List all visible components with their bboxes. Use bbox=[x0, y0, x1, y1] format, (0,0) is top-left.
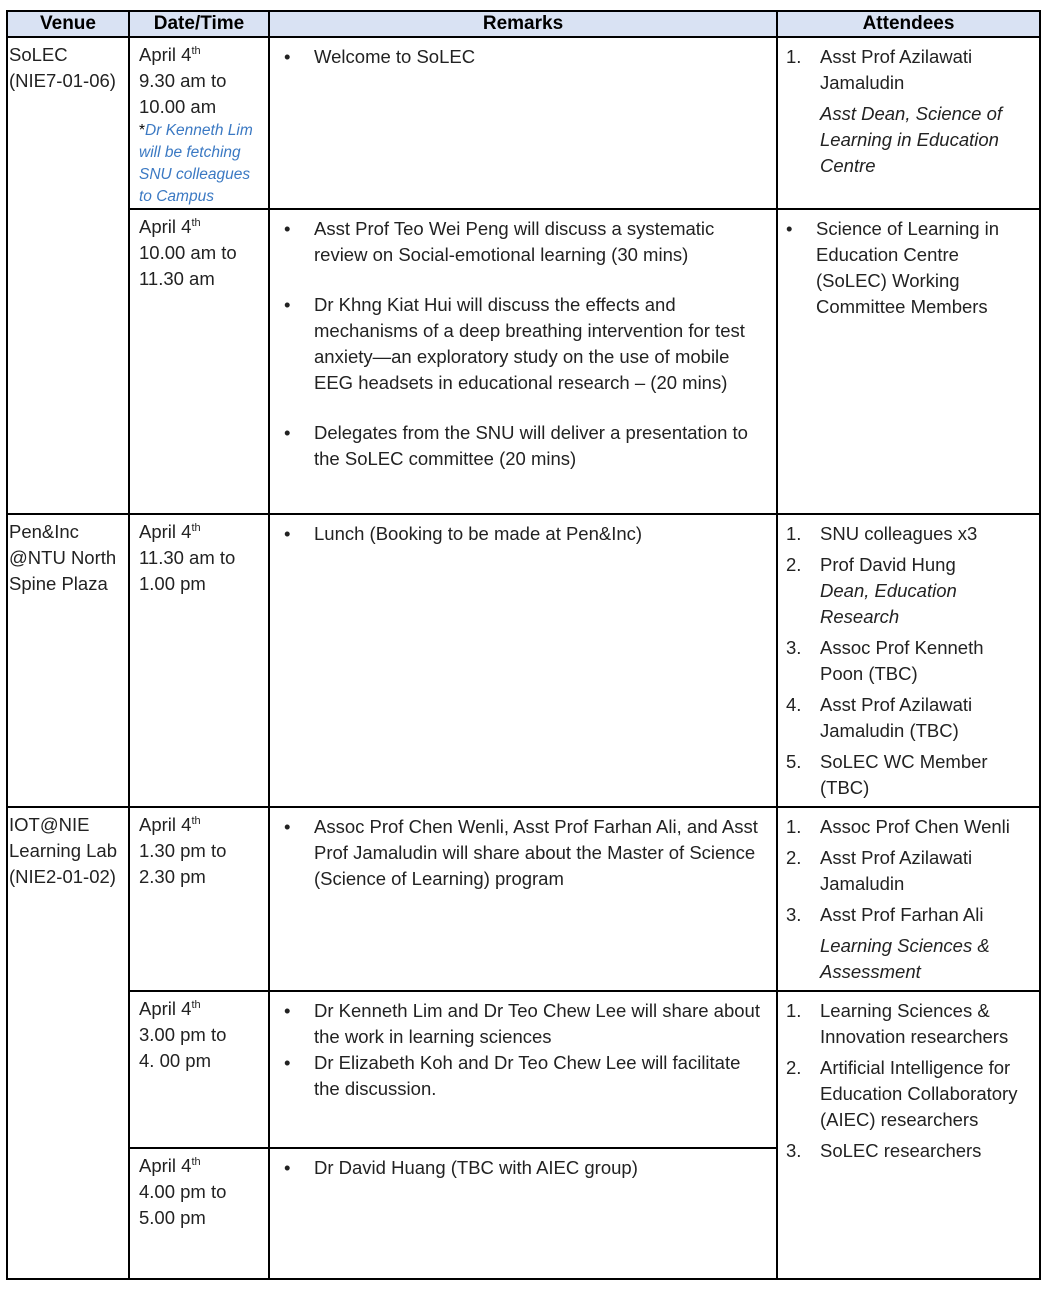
remark-item: • Dr Khng Kiat Hui will discuss the effects and mechanisms of a deep breathing intervention for test anxiety—an exploratory study on the use of mobile EEG headsets in educational research – (20 mins) bbox=[284, 292, 766, 396]
time-line: 1.30 pm to bbox=[139, 840, 227, 861]
attendee-item: 1. SNU colleagues x3 bbox=[786, 523, 978, 544]
header-row bbox=[7, 11, 1040, 37]
venue-line: (NIE7-01-06) bbox=[9, 70, 116, 91]
venue-cell bbox=[7, 807, 129, 1279]
remarks-cell bbox=[269, 37, 777, 209]
attendee-role: Dean, Education Research bbox=[820, 580, 957, 627]
venue-line: (NIE2-01-02) bbox=[9, 866, 116, 887]
header-attendees: Attendees bbox=[777, 11, 1040, 37]
datetime-cell bbox=[129, 37, 269, 209]
remarks-cell bbox=[269, 991, 777, 1148]
schedule-row bbox=[7, 209, 1040, 514]
attendee-item: 3. Assoc Prof Kenneth Poon (TBC) bbox=[786, 637, 984, 684]
time-line: 9.30 am to bbox=[139, 70, 227, 91]
remarks-cell bbox=[269, 1148, 777, 1279]
attendee-item: • Science of Learning in Education Centre (SoLEC) Working Committee Members bbox=[786, 216, 1031, 320]
attendees-cell bbox=[777, 209, 1040, 514]
remarks-cell bbox=[269, 209, 777, 514]
schedule-row bbox=[7, 514, 1040, 807]
time-line: 1.00 pm bbox=[139, 573, 206, 594]
venue-line: Pen&Inc bbox=[9, 521, 79, 542]
datetime-cell bbox=[129, 514, 269, 807]
remarks-cell bbox=[269, 514, 777, 807]
time-line: 4. 00 pm bbox=[139, 1050, 211, 1071]
attendees-cell bbox=[777, 807, 1040, 991]
attendee-item: 4. Asst Prof Azilawati Jamaludin (TBC) bbox=[786, 694, 973, 741]
attendee-item: 1. Asst Prof Azilawati Jamaludin Asst Dean, Science of Learning in Education Centre bbox=[786, 44, 1031, 179]
date-text: April 4th bbox=[139, 44, 201, 65]
venue-line: Learning Lab bbox=[9, 840, 118, 861]
attendee-item: 5. SoLEC WC Member (TBC) bbox=[786, 751, 988, 798]
time-line: 10.00 am to bbox=[139, 242, 237, 263]
remark-item: • Dr David Huang (TBC with AIEC group) bbox=[284, 1155, 766, 1181]
time-line: 4.00 pm to bbox=[139, 1181, 227, 1202]
venue-line: SoLEC bbox=[9, 44, 68, 65]
header-venue: Venue bbox=[7, 11, 129, 37]
datetime-cell bbox=[129, 807, 269, 991]
attendees-cell bbox=[777, 37, 1040, 209]
pickup-note: *Dr Kenneth Lim will be fetching SNU colleagues to Campus bbox=[139, 122, 253, 205]
attendee-item: 3. Asst Prof Farhan Ali Learning Sciences & Assessment bbox=[786, 902, 1031, 985]
date-text: April 4th bbox=[139, 521, 201, 542]
time-line: 3.00 pm to bbox=[139, 1024, 227, 1045]
remark-item: • Lunch (Booking to be made at Pen&Inc) bbox=[284, 521, 766, 547]
remark-item: • Dr Elizabeth Koh and Dr Teo Chew Lee will facilitate the discussion. bbox=[284, 1050, 766, 1102]
remarks-cell bbox=[269, 807, 777, 991]
attendee-item: 2. Artificial Intelligence for Education Collaboratory (AIEC) researchers bbox=[786, 1057, 1018, 1130]
date-text: April 4th bbox=[139, 216, 201, 237]
venue-line: Spine Plaza bbox=[9, 573, 108, 594]
date-text: April 4th bbox=[139, 998, 201, 1019]
schedule-row bbox=[7, 807, 1040, 991]
remark-item: • Dr Kenneth Lim and Dr Teo Chew Lee will share about the work in learning sciences bbox=[284, 998, 766, 1050]
time-line: 2.30 pm bbox=[139, 866, 206, 887]
venue-cell bbox=[7, 37, 129, 514]
time-line: 11.30 am to bbox=[139, 547, 236, 568]
remark-item: • Assoc Prof Chen Wenli, Asst Prof Farhan Ali, and Asst Prof Jamaludin will share about the Master of Science (Science of Learning) program bbox=[284, 814, 766, 892]
header-remarks: Remarks bbox=[269, 11, 777, 37]
schedule-table bbox=[6, 10, 1041, 1280]
attendee-item: 1. Learning Sciences & Innovation researchers bbox=[786, 1000, 1009, 1047]
datetime-cell bbox=[129, 209, 269, 514]
time-line: 5.00 pm bbox=[139, 1207, 206, 1228]
datetime-cell bbox=[129, 1148, 269, 1279]
attendee-role: Asst Dean, Science of Learning in Education Centre bbox=[820, 103, 1003, 176]
attendees-cell bbox=[777, 991, 1040, 1279]
attendee-item: 2. Asst Prof Azilawati Jamaludin bbox=[786, 847, 973, 894]
remark-item: • Welcome to SoLEC bbox=[284, 44, 766, 70]
attendee-item: 3. SoLEC researchers bbox=[786, 1140, 982, 1161]
venue-line: @NTU North bbox=[9, 547, 117, 568]
time-line: 11.30 am bbox=[139, 268, 215, 289]
venue-cell bbox=[7, 514, 129, 807]
venue-line: IOT@NIE bbox=[9, 814, 90, 835]
remark-item: • Asst Prof Teo Wei Peng will discuss a systematic review on Social-emotional learning (30 mins) bbox=[284, 216, 766, 268]
schedule-row bbox=[7, 991, 1040, 1148]
time-line: 10.00 am bbox=[139, 96, 217, 117]
datetime-cell bbox=[129, 991, 269, 1148]
attendee-item: 1. Assoc Prof Chen Wenli bbox=[786, 816, 1010, 837]
attendee-role: Learning Sciences & Assessment bbox=[820, 935, 990, 982]
date-text: April 4th bbox=[139, 814, 201, 835]
attendee-item: 2. Prof David Hung Dean, Education Research bbox=[786, 552, 1031, 630]
schedule-row bbox=[7, 37, 1040, 209]
date-text: April 4th bbox=[139, 1155, 201, 1176]
header-datetime: Date/Time bbox=[129, 11, 269, 37]
remark-item: • Delegates from the SNU will deliver a presentation to the SoLEC committee (20 mins) bbox=[284, 420, 766, 472]
attendees-cell bbox=[777, 514, 1040, 807]
